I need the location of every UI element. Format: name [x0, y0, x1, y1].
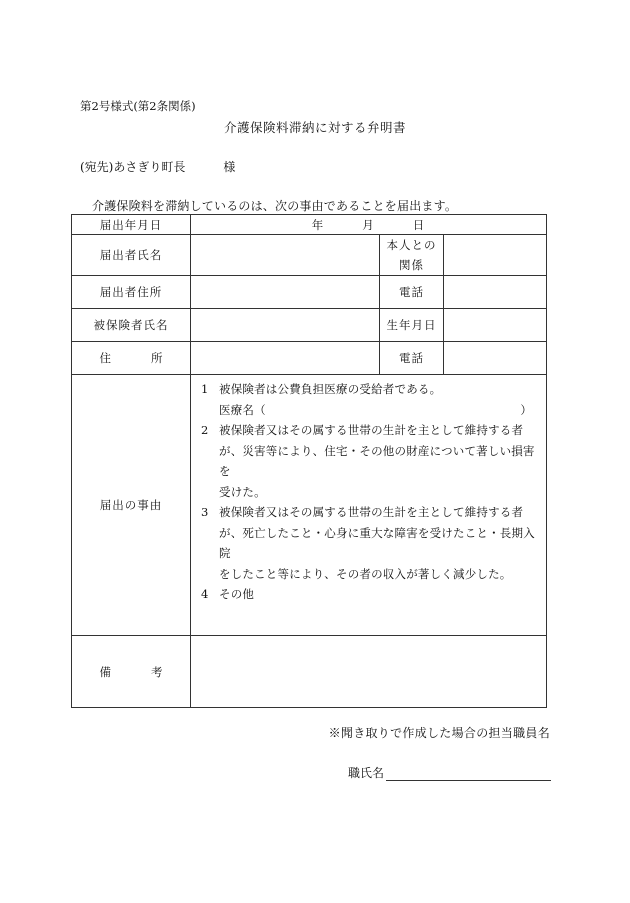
staff-label: 職氏名	[348, 766, 385, 780]
addressee-name: あさぎり町長	[113, 160, 186, 174]
relationship-label	[380, 235, 444, 276]
medical-name-line[interactable]	[201, 400, 540, 421]
reason-3-line2: が、死亡したこと・心身に重大な障害を受けたこと・長期入院	[219, 525, 535, 560]
reason-label: 届出の事由	[72, 375, 191, 636]
reason-2-line2: が、災害等により、住宅・その他の財産について著しい損害を	[219, 443, 535, 478]
reason-item-4	[201, 584, 540, 605]
relationship-label-line2: 関係	[399, 258, 424, 272]
notification-table	[71, 214, 547, 708]
medical-name-close: ）	[520, 402, 533, 417]
addressee	[80, 158, 235, 175]
notes-label-a: 備	[99, 664, 111, 679]
row-applicant-name	[72, 235, 547, 276]
row-notes	[72, 636, 547, 708]
relationship-field[interactable]	[444, 235, 547, 276]
applicant-address-label: 届出者住所	[72, 276, 191, 309]
addressee-honorific: 様	[223, 160, 236, 174]
reason-4-text: その他	[219, 587, 255, 601]
staff-name-field[interactable]	[386, 766, 551, 781]
address-field[interactable]	[191, 342, 380, 375]
reason-item-2	[201, 420, 540, 441]
reason-3-line1: 被保険者又はその属する世帯の生計を主として維持する者	[219, 505, 524, 519]
phone-label: 電話	[380, 276, 444, 309]
address-label-a: 住	[99, 351, 111, 365]
reason-4-number: 4	[201, 587, 209, 601]
row-date	[72, 215, 547, 235]
date-year: 年	[311, 217, 325, 232]
row-insured-name	[72, 309, 547, 342]
interview-note: ※聞き取りで作成した場合の担当職員名	[328, 726, 550, 740]
reason-field[interactable]	[191, 375, 547, 636]
date-label: 届出年月日	[72, 215, 191, 235]
staff-name-line	[348, 764, 551, 781]
birthdate-field[interactable]	[444, 309, 547, 342]
reason-1-number: 1	[201, 382, 209, 396]
reason-item-3	[201, 502, 540, 523]
address-label-b: 所	[151, 351, 163, 365]
notes-label-b: 考	[151, 664, 163, 679]
date-day: 日	[412, 217, 426, 232]
insured-name-field[interactable]	[191, 309, 380, 342]
phone-field[interactable]	[444, 276, 547, 309]
reason-2-line1: 被保険者又はその属する世帯の生計を主として維持する者	[219, 423, 524, 437]
row-reason	[72, 375, 547, 636]
phone-field-2[interactable]	[444, 342, 547, 375]
reason-3-line3: をしたこと等により、その者の収入が著しく減少した。	[219, 566, 512, 581]
reason-1-text: 被保険者は公費負担医療の受給者である。	[219, 382, 442, 396]
insured-name-label: 被保険者氏名	[72, 309, 191, 342]
relationship-label-line1: 本人との	[386, 238, 437, 252]
reason-2-number: 2	[201, 423, 209, 437]
document-title: 介護保険料滞納に対する弁明書	[223, 120, 406, 135]
birthdate-label: 生年月日	[380, 309, 444, 342]
row-address	[72, 342, 547, 375]
date-month: 月	[362, 217, 375, 232]
form-number: 第2号様式(第2条関係)	[80, 99, 196, 113]
statement: 介護保険料を滞納しているのは、次の事由であることを届出ます。	[92, 199, 458, 213]
address-label	[72, 342, 191, 375]
reason-3-number: 3	[201, 505, 209, 519]
row-applicant-address	[72, 276, 547, 309]
applicant-name-label: 届出者氏名	[72, 235, 191, 276]
reason-2-line3: 受けた。	[219, 484, 266, 499]
phone-label-2: 電話	[380, 342, 444, 375]
notes-label	[72, 636, 191, 708]
date-field[interactable]	[191, 215, 547, 235]
applicant-name-field[interactable]	[191, 235, 380, 276]
addressee-prefix: (宛先)	[80, 160, 114, 174]
reason-item-1	[201, 379, 540, 400]
notes-field[interactable]	[191, 636, 547, 708]
applicant-address-field[interactable]	[191, 276, 380, 309]
medical-name-open: 医療名（	[219, 402, 266, 417]
